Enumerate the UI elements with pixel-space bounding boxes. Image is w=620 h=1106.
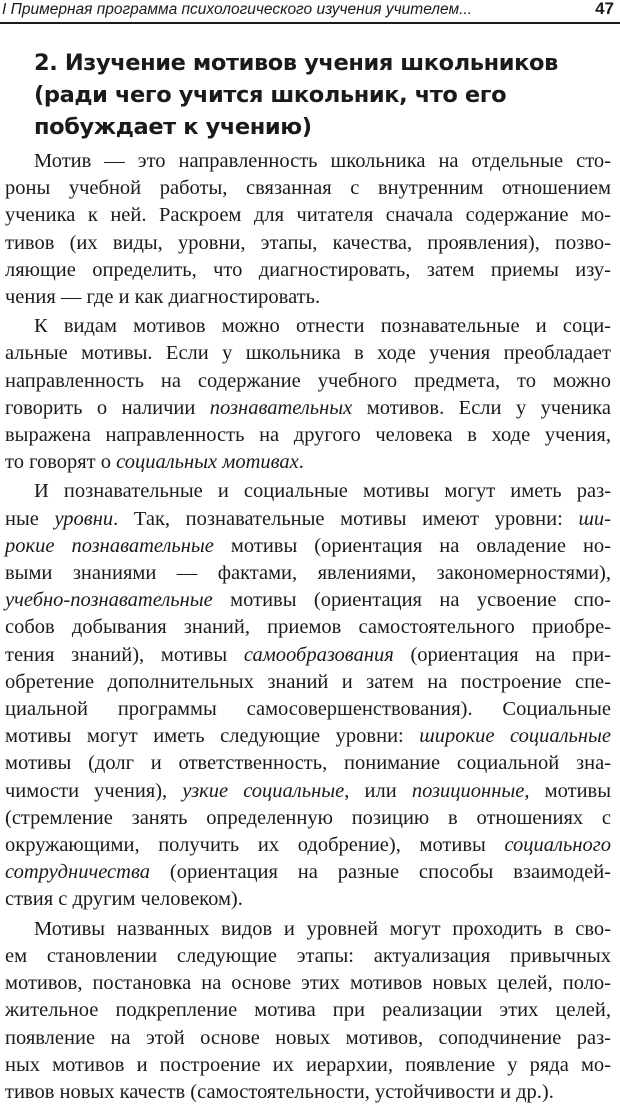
- text-run: тения знаний), мотивы: [5, 643, 244, 666]
- text-line: [5, 506, 611, 533]
- text-line: [5, 886, 611, 913]
- text-line: [5, 284, 611, 311]
- text-run: ных мотивов и построение их иерархии, появление у ряда мо-: [5, 1053, 611, 1076]
- text-run: ные: [5, 507, 55, 530]
- paragraph: [5, 313, 611, 476]
- text-run: (стремление занять определенную позицию в отношениях с: [5, 806, 611, 829]
- text-line: [5, 560, 611, 587]
- italic-term: познавательных: [209, 396, 353, 419]
- text-run: собов добывания знаний, приемов самостоятельного приобре-: [5, 616, 611, 639]
- text-run: Мотив — это направленность школьника на отдельные сто-: [34, 150, 611, 172]
- text-line: [5, 395, 611, 422]
- running-head-title: I Примерная программа психологического изучения учителем...: [2, 1, 473, 18]
- text-run: говорить о наличии: [5, 396, 210, 419]
- text-run: , мотивы: [524, 779, 611, 802]
- text-run: появление на этой основе новых мотивов, соподчинение раз-: [5, 1026, 611, 1049]
- italic-term: самообразования: [243, 643, 394, 666]
- text-run: мотивы (долг и ответственность, понимание социальной зна-: [5, 752, 611, 775]
- text-line: [5, 340, 611, 367]
- italic-term: социальных мотивах: [116, 451, 299, 474]
- text-line: [5, 970, 611, 997]
- italic-term: уровни: [54, 507, 114, 530]
- text-run: окружающими, получить их одобрение), мотивы: [5, 834, 505, 857]
- text-run: тивов (их виды, уровни, этапы, качества, проявления), позво-: [5, 231, 611, 254]
- italic-term: социального: [504, 834, 611, 857]
- text-run: чения — где и как диагностировать.: [5, 286, 321, 309]
- section-title-line: (ради чего учится школьник, что его: [34, 82, 507, 108]
- text-run: альные мотивы. Если у школьника в ходе учения преобладает: [5, 342, 611, 365]
- text-line: [5, 696, 611, 723]
- text-run: чимости учения),: [5, 779, 183, 802]
- page-number: 47: [595, 0, 614, 18]
- text-run: направленность на содержание учебного предмета, то можно: [5, 369, 611, 392]
- text-line: [5, 1025, 611, 1052]
- text-line: [5, 614, 611, 641]
- text-run: выми знаниями — фактами, явлениями, закономерностями),: [5, 562, 611, 585]
- italic-term: ши-: [578, 507, 611, 530]
- text-run: . Так, познавательные мотивы имеют уровни:: [113, 507, 579, 530]
- italic-term: рокие познавательные: [5, 534, 214, 557]
- text-line: [5, 175, 611, 202]
- paragraph: [5, 478, 611, 913]
- text-run: мотивов. Если у ученика: [352, 396, 611, 419]
- text-line: [5, 533, 611, 560]
- text-line: [5, 368, 611, 395]
- text-run: ем становлении следующие этапы: актуализация привычных: [5, 944, 611, 967]
- italic-term: узкие социальные: [182, 779, 345, 802]
- text-run: .: [298, 451, 304, 474]
- text-line: [5, 669, 611, 696]
- italic-term: широкие социальные: [419, 725, 611, 748]
- text-line: [5, 478, 611, 505]
- text-line: [5, 997, 611, 1024]
- text-line: [5, 313, 611, 340]
- text-run: жительное подкрепление мотива при реализации этих целей,: [5, 999, 611, 1022]
- text-line: [5, 148, 611, 175]
- text-run: (ориентация на разные способы взаимодей-: [149, 861, 611, 884]
- text-run: ляющие определить, что диагностировать, затем приемы изу-: [5, 258, 611, 281]
- text-run: то говорят о: [5, 451, 117, 474]
- text-line: [5, 805, 611, 832]
- body-text: [5, 148, 611, 1106]
- text-run: мотивы (ориентация на усвоение спо-: [212, 589, 611, 612]
- text-line: [5, 642, 611, 669]
- text-line: [5, 723, 611, 750]
- italic-term: учебно-познавательные: [5, 589, 213, 612]
- text-run: роны учебной работы, связанная с внутренним отношением: [5, 177, 611, 200]
- text-run: циальной программы самосовершенствования). Социальные: [5, 698, 611, 721]
- text-run: (ориентация на при-: [393, 643, 612, 666]
- text-run: мотивы могут иметь следующие уровни:: [5, 725, 420, 748]
- italic-term: сотрудничества: [5, 861, 150, 884]
- section-title-line: побуждает к учению): [34, 114, 312, 140]
- section-title: [34, 47, 604, 143]
- paragraph: [5, 916, 611, 1106]
- text-line: [5, 230, 611, 257]
- text-line: [5, 778, 611, 805]
- paragraph: [5, 148, 611, 311]
- italic-term: позиционные: [411, 779, 525, 802]
- text-run: ученика к ней. Раскроем для читателя сначала содержание мо-: [5, 204, 611, 227]
- text-line: [5, 202, 611, 229]
- text-line: [5, 859, 611, 886]
- text-line: [5, 943, 611, 970]
- text-line: [5, 587, 611, 614]
- text-run: мотивы (ориентация на овладение но-: [213, 534, 611, 557]
- text-run: ствия с другим человеком).: [5, 888, 243, 911]
- text-line: [5, 750, 611, 777]
- text-run: мотивов, постановка на основе этих мотивов новых целей, поло-: [5, 972, 611, 995]
- text-run: , или: [344, 779, 412, 802]
- text-line: [5, 1079, 611, 1106]
- text-run: обретение дополнительных знаний и затем на построение спе-: [5, 670, 611, 693]
- text-run: Мотивы названных видов и уровней могут проходить в сво-: [34, 917, 611, 940]
- text-run: выражена направленность на другого человека в ходе учения,: [5, 424, 611, 447]
- section-title-line: 2. Изучение мотивов учения школьников: [34, 50, 558, 76]
- running-head: [0, 0, 620, 24]
- text-run: тивов новых качеств (самостоятельности, устойчивости и др.).: [5, 1080, 554, 1103]
- text-line: [5, 257, 611, 284]
- text-run: И познавательные и социальные мотивы могут иметь раз-: [34, 480, 611, 503]
- text-line: [5, 449, 611, 476]
- text-run: К видам мотивов можно отнести познавательные и соци-: [34, 315, 611, 338]
- text-line: [5, 916, 611, 943]
- text-line: [5, 422, 611, 449]
- text-line: [5, 832, 611, 859]
